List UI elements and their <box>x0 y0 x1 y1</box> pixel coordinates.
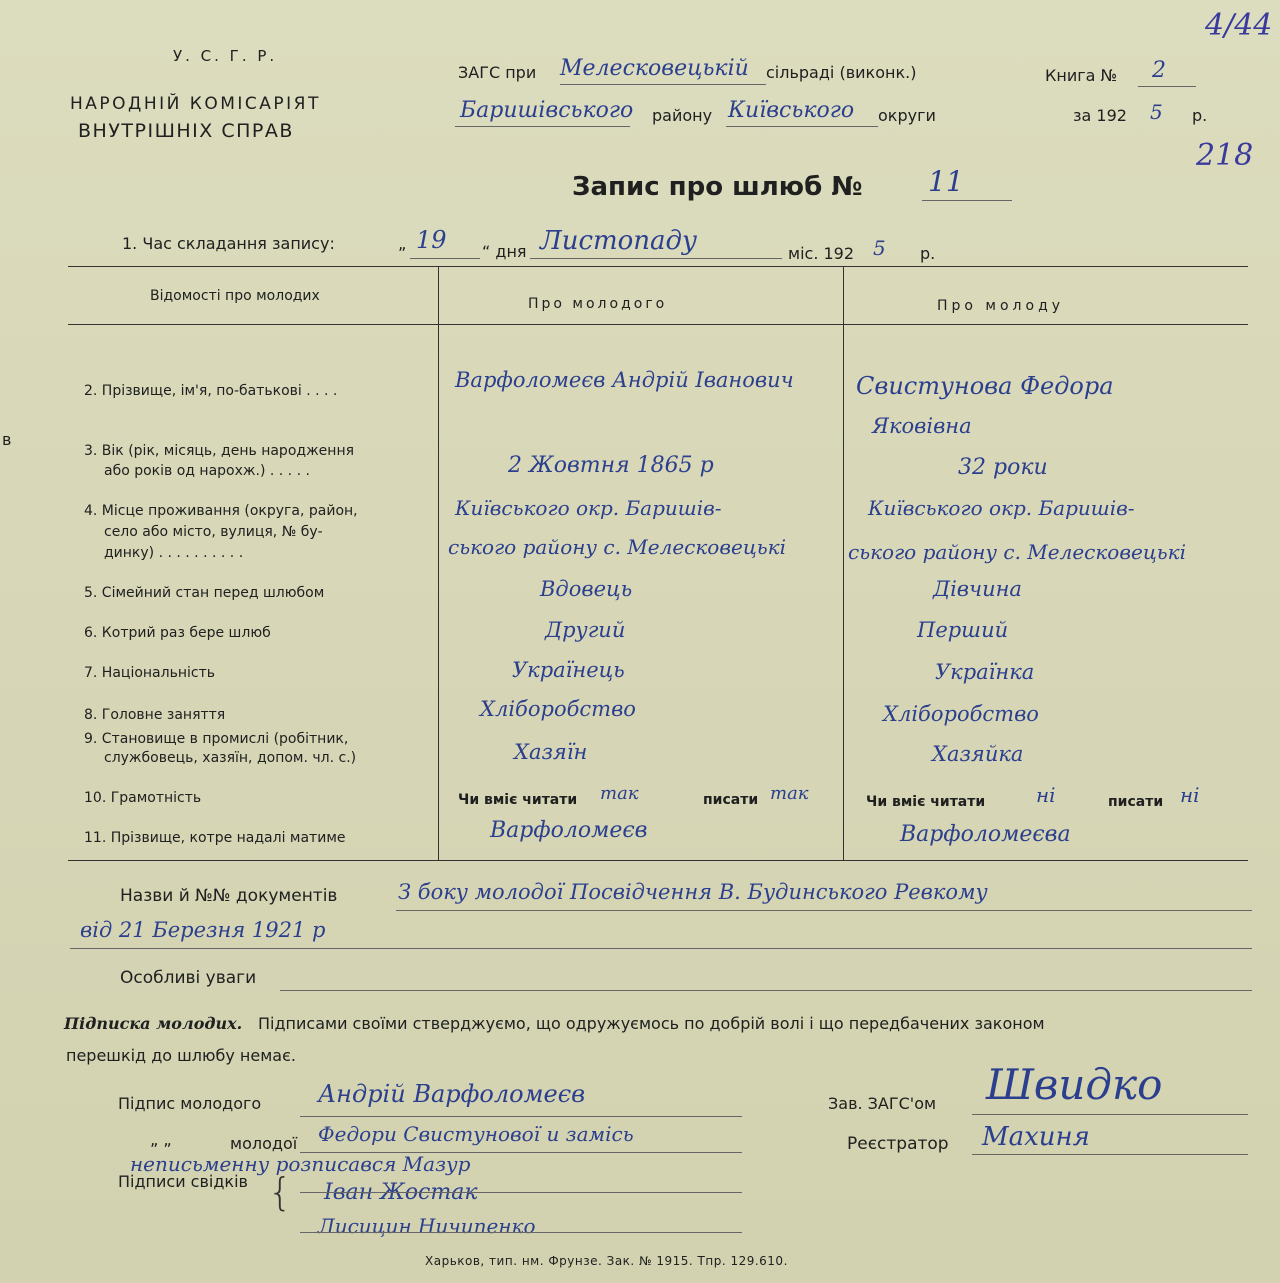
table-col-divider-1 <box>438 266 439 860</box>
district-value: Баришівського <box>460 98 634 123</box>
table-col-divider-2 <box>843 266 844 860</box>
row-status-label: 9. Становище в промислі (робітник, <box>84 731 349 747</box>
bride-patronymic: Яковівна <box>872 414 972 438</box>
special-notes-label: Особливі уваги <box>120 968 257 988</box>
row-times-label: 6. Котрий раз бере шлюб <box>84 625 271 641</box>
bride-write-label: писати <box>1108 794 1164 810</box>
bride-status: Хазяйка <box>932 742 1024 766</box>
groom-read: так <box>600 783 639 804</box>
groom-birth: 2 Жовтня 1865 р <box>508 453 714 478</box>
groom-occupation: Хліборобство <box>480 697 636 721</box>
groom-times: Другий <box>545 618 626 642</box>
commissariat-line2: ВНУТРІШНІХ СПРАВ <box>78 120 294 142</box>
year-suffix: р. <box>1192 106 1208 125</box>
col-fields-header: Відомості про молодих <box>150 288 320 304</box>
margin-mark: в <box>2 430 12 449</box>
year-prefix: за 192 <box>1073 106 1127 125</box>
subscription-text2: перешкід до шлюбу немає. <box>66 1046 296 1065</box>
book-label: Книга № <box>1045 66 1118 85</box>
village-council-line <box>560 84 766 85</box>
okrug-suffix: округи <box>878 106 936 125</box>
row-status-label2: службовець, хазяїн, допом. чл. с.) <box>104 750 357 766</box>
record-day-line <box>410 258 480 259</box>
groom-signature: Андрій Варфоломеєв <box>318 1080 586 1108</box>
ussr-label: У. С. Г. Р. <box>173 47 278 65</box>
bride-times: Перший <box>917 618 1009 642</box>
row-nationality-label: 7. Національність <box>84 665 215 681</box>
okrug-value: Київського <box>728 98 855 123</box>
groom-name: Варфоломеєв Андрій Іванович <box>455 368 794 392</box>
bride-future-surname: Варфоломеєва <box>900 822 1071 847</box>
record-number-line <box>922 200 1012 201</box>
bride-write: ні <box>1180 783 1200 807</box>
bride-read-label: Чи вміє читати <box>866 794 986 810</box>
zags-prefix: ЗАГС при <box>458 63 537 82</box>
registrar-label: Реєстратор <box>847 1134 949 1154</box>
row-literacy-label: 10. Грамотність <box>84 790 202 806</box>
record-time-open: „ <box>398 234 407 253</box>
groom-residence2: ського району с. Мелесковецькі <box>448 535 787 559</box>
head-label: Зав. ЗАГС'ом <box>828 1094 937 1113</box>
groom-status: Хазяїн <box>514 740 588 764</box>
col-groom-header: Про молодого <box>528 296 668 312</box>
bride-residence2: ського району с. Мелесковецькі <box>848 540 1187 564</box>
row-occupation-label: 8. Головне заняття <box>84 707 226 723</box>
witnesses-brace: { <box>268 1170 293 1214</box>
record-year-digit: 5 <box>873 236 886 260</box>
book-number: 2 <box>1152 58 1166 83</box>
witness-1: Іван Жостак <box>324 1180 478 1205</box>
record-month: Листопаду <box>540 226 698 256</box>
documents-label: Назви й №№ документів <box>120 886 338 906</box>
bride-nationality: Українка <box>935 660 1035 684</box>
documents-value2: від 21 Березня 1921 р <box>80 918 326 942</box>
record-title: Запис про шлюб № <box>572 172 863 202</box>
witness-2-line <box>300 1232 742 1233</box>
table-header-rule <box>68 324 1248 325</box>
year-digit: 5 <box>1150 100 1163 124</box>
village-council-value: Мелесковецькій <box>560 56 749 81</box>
bride-signature2: неписьменну розписався Мазур <box>130 1152 471 1176</box>
record-number: 11 <box>928 165 964 198</box>
bride-name: Свистунова Федора <box>856 372 1114 400</box>
row-name-label: 2. Прізвище, ім'я, по-батькові . . . . <box>84 383 338 399</box>
subscription-text1: Підписами своїми стверджуємо, що одружуємось по добрій волі і що передбачених законом <box>258 1014 1045 1033</box>
table-bottom-rule <box>68 860 1248 861</box>
groom-nationality: Українець <box>512 658 625 682</box>
groom-signature-line <box>300 1116 742 1117</box>
documents-line2 <box>70 948 1252 949</box>
groom-marital: Вдовець <box>540 577 633 601</box>
groom-signature-label: Підпис молодого <box>118 1094 262 1113</box>
bride-age: 32 роки <box>958 455 1048 480</box>
record-year-suffix: р. <box>920 244 936 263</box>
bride-residence: Київського окр. Баришів- <box>868 496 1135 520</box>
groom-write: так <box>770 783 809 804</box>
bride-occupation: Хліборобство <box>883 702 1039 726</box>
row-residence-label3: динку) . . . . . . . . . . <box>104 545 244 561</box>
bride-marital: Дівчина <box>933 577 1022 601</box>
district-suffix: району <box>652 106 713 125</box>
witness-1-line <box>300 1192 742 1193</box>
special-notes-line <box>280 990 1252 991</box>
bride-signature-prefix: „ „ <box>150 1130 172 1149</box>
row-residence-label: 4. Місце проживання (округа, район, <box>84 503 358 519</box>
printer-imprint: Харьков, тип. нм. Фрунзе. Зак. № 1915. Тпр. 129.610. <box>425 1254 788 1268</box>
documents-value: З боку молодої Посвідчення В. Будинського Ревкому <box>398 880 988 904</box>
record-time-label: 1. Час складання запису: <box>122 234 335 253</box>
head-signature-line <box>972 1114 1248 1115</box>
witnesses-label: Підписи свідків <box>118 1172 248 1191</box>
bride-signature: Федори Свистунової и замісь <box>318 1122 634 1146</box>
record-month-line <box>530 258 782 259</box>
groom-read-label: Чи вміє читати <box>458 792 578 808</box>
record-day: 19 <box>416 226 447 254</box>
witness-2: Лисицин Ничипенко <box>318 1214 536 1238</box>
district-line <box>455 126 630 127</box>
village-council-suffix: сільраді (виконк.) <box>766 63 917 82</box>
corner-number: 218 <box>1196 138 1254 173</box>
row-marital-label: 5. Сімейний стан перед шлюбом <box>84 585 325 601</box>
bride-read: ні <box>1036 783 1056 807</box>
record-time-close: “ дня <box>482 242 527 261</box>
bride-signature-label: молодої <box>230 1134 298 1153</box>
row-age-label: 3. Вік (рік, місяць, день народження <box>84 443 355 459</box>
row-future-surname-label: 11. Прізвище, котре надалі матиме <box>84 830 346 846</box>
row-age-label2: або років од нарохж.) . . . . . <box>104 463 310 479</box>
subscription-lead: Підписка молодих. <box>64 1014 243 1033</box>
registrar-signature-line <box>972 1154 1248 1155</box>
col-bride-header: Про молоду <box>937 298 1065 314</box>
documents-line <box>396 910 1252 911</box>
book-line <box>1138 86 1196 87</box>
okrug-line <box>726 126 878 127</box>
head-signature: Швидко <box>986 1060 1163 1109</box>
groom-future-surname: Варфоломеєв <box>490 818 648 843</box>
groom-write-label: писати <box>703 792 759 808</box>
row-residence-label2: село або місто, вулиця, № бу- <box>104 524 323 540</box>
registrar-signature: Махиня <box>982 1122 1090 1152</box>
commissariat-line1: НАРОДНІЙ КОМІСАРІЯТ <box>70 94 321 114</box>
record-month-suffix: міс. 192 <box>788 244 855 263</box>
corner-fraction: 4/44 <box>1205 8 1273 43</box>
table-top-rule <box>68 266 1248 267</box>
groom-residence: Київського окр. Баришів- <box>455 496 722 520</box>
